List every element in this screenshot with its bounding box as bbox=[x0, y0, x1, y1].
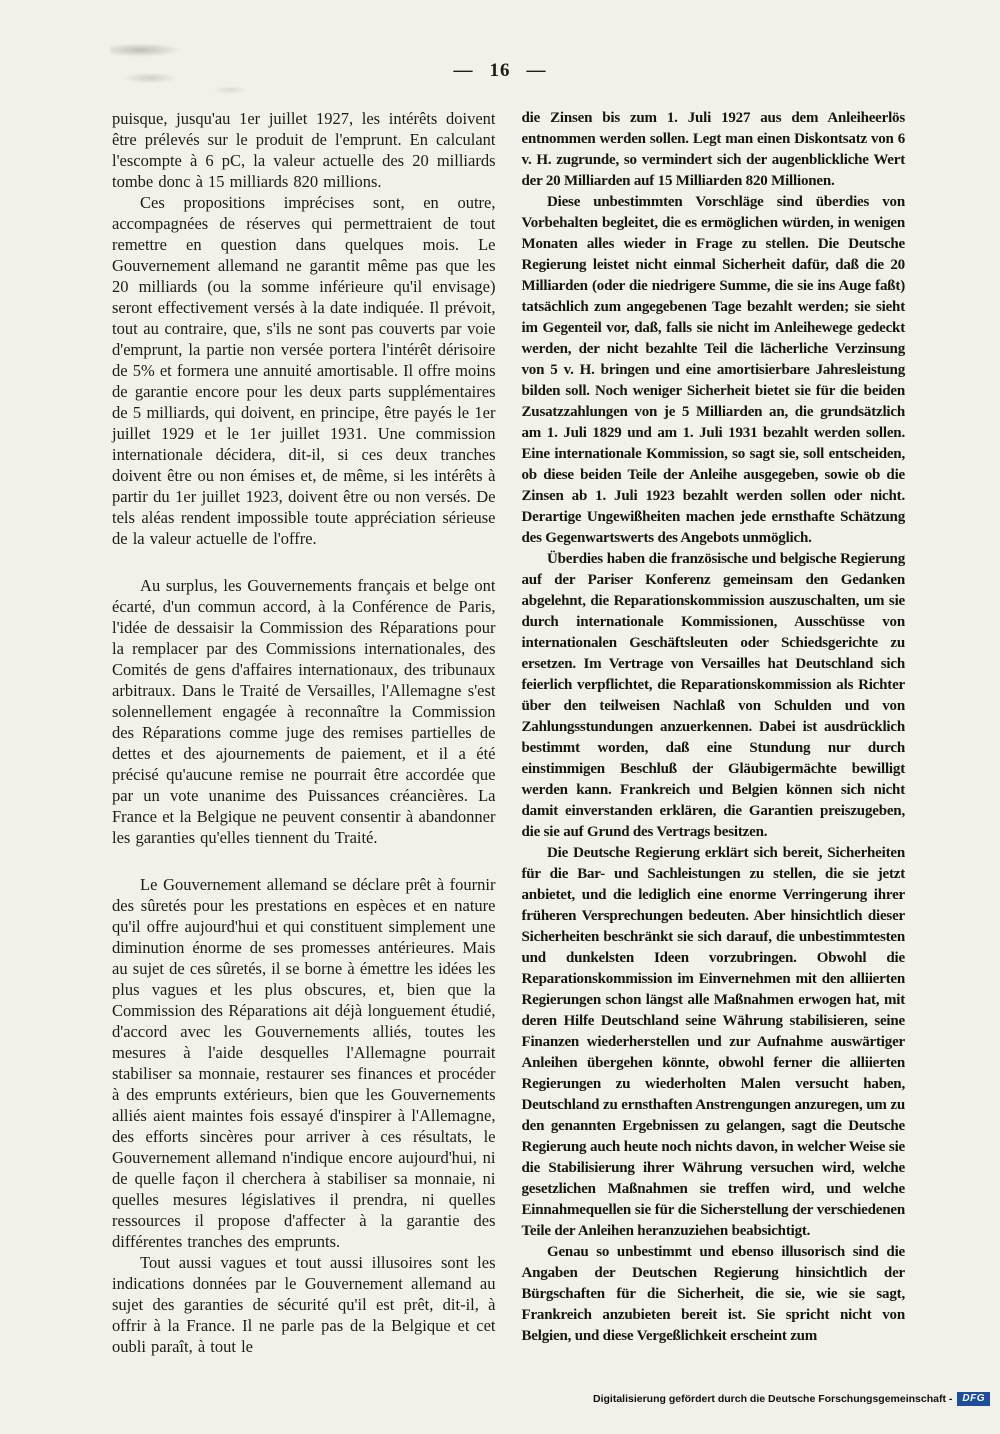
fr-paragraph-5: Tout aussi vagues et tout aussi illusoires sont les indications données par le Gouvernement allemand au sujet des garanties de sécurité qu'il est prêt, dit-il, à offrir à la France. Il ne parle pas de la Belgique et cet oubli paraît, à tout le bbox=[112, 1253, 496, 1356]
de-paragraph-3: Überdies haben die französische und belgische Regierung auf der Pariser Konferenz gemeinsam den Gedanken abgelehnt, die Reparationskommission auszuschalten, um sie durch internationale Kommissionen, Ausschüsse von internationalen Geschäftsleuten oder Schiedsgerichte zu ersetzen. Im Vertrage von Versailles hat Deutschland sich feierlich verpflichtet, die Reparationskommission als Richter über den teilweisen Nachlaß von Schulden und von Zahlungsstundungen anzuerkennen. Dabei ist ausdrücklich bestimmt worden, daß eine Stundung nur durch einstimmigen Beschluß der Gläubigermächte bewilligt werden kann. Frankreich und Belgien können sich nicht damit einverstanden erklären, die Garantien preiszugeben, die sie auf Grund des Vertrags besitzen. bbox=[521, 551, 905, 840]
de-paragraph-4: Die Deutsche Regierung erklärt sich bereit, Sicherheiten für die Bar- und Sachleistungen zu stellen, die sie jetzt anbietet, und die lediglich eine enorme Verringerung ihrer früheren Versprechungen bedeuten. Aber hinsichtlich dieser Sicherheiten beschränkt sie sich darauf, die unbestimmtesten und dunkelsten Ideen vorzubringen. Obwohl die Reparationskommission im Einvernehmen mit den alliierten Regierungen schon längst alle Maßnahmen erwogen hat, mit deren Hilfe Deutschland seine Währung stabilisieren, seine Finanzen wiederherstellen und zur Aufnahme auswärtiger Anleihen übergehen könnte, obwohl ferner die alliierten Regierungen zu wiederholten Malen versucht haben, Deutschland zu ernsthaften Anstrengungen anzuregen, um zu den genannten Ergebnissen zu gelangen, sagt die Deutsche Regierung auch heute noch nichts davon, in welcher Weise sie die Stabilisierung ihrer Währung versuchen wird, welche gesetzlichen Maßnahmen sie treffen wird, und welche Einnahmequellen sie für die Sicherstellung der verschiedenen Teile der Anleihen heranzuziehen beabsichtigt. bbox=[521, 845, 905, 1239]
fr-paragraph-1: puisque, jusqu'au 1er juillet 1927, les intérêts doivent être prélevés sur le produit de l'emprunt. En calculant l'escompte à 6 pC, la valeur actuelle des 20 milliards tombe donc à 15 milliards 820 millions. bbox=[112, 109, 496, 191]
dfg-logo: DFG bbox=[957, 1392, 990, 1406]
de-paragraph-5: Genau so unbestimmt und ebenso illusorisch sind die Angaben der Deutschen Regierung hinsichtlich der Bürgschaften für die Sicherheit, die sie, wie sie sagt, Frankreich anzubieten bereit ist. Sie spricht nicht von Belgien, und diese Vergeßlichkeit erscheint zum bbox=[521, 1244, 905, 1344]
page-number: 16 bbox=[489, 60, 511, 81]
two-column-text bbox=[0, 82, 1000, 1357]
french-column bbox=[112, 108, 496, 1357]
fr-paragraph-2: Ces propositions imprécises sont, en outre, accompagnées de réserves qui permettraient de tout remettre en question dans quelques mois. Le Gouvernement allemand ne garantit même pas que les 20 milliards (ou la somme inférieure qu'il envisage) seront effectivement versés à la date indiquée. Il prévoit, tout au contraire, que, s'ils ne sont pas couverts par voie d'emprunt, la partie non versée portera l'intérêt dérisoire de 5% et formera une annuité amortisable. Il offre moins de garantie encore pour les deux parts supplémentaires de 5 milliards, qui doivent, en principe, être payés le 1er juillet 1929 et le 1er juillet 1931. Une commission internationale décidera, dit-il, si ces deux tranches doivent être ou non émises et, de même, si les intérêts à partir du 1er juillet 1923, doivent être ou non versés. De tels aléas rendent impossible toute appréciation sérieuse de la valeur actuelle de l'offre. bbox=[112, 193, 496, 548]
de-paragraph-2: Diese unbestimmten Vorschläge sind überdies von Vorbehalten begleitet, die es ermöglichen würden, in wenigen Monaten alles wieder in Frage zu stellen. Die Deutsche Regierung leistet nicht einmal Sicherheit dafür, daß die 20 Milliarden (oder die niedrigere Summe, die sie ins Auge faßt) tatsächlich zum angegebenen Tage bezahlt werden; sie sieht im Gegenteil vor, daß, falls sie nicht im Anleihewege gedeckt werden, der nicht bezahlte Teil die lächerliche Verzinsung von 5 v. H. bringen und eine amortisierbare Jahresleistung bilden soll. Noch weniger Sicherheit bietet sie für die beiden Zusatzzahlungen von je 5 Milliarden an, die grundsätzlich am 1. Juli 1829 und am 1. Juli 1931 bezahlt werden sollen. Eine internationale Kommission, so sagt sie, soll entscheiden, ob diese beiden Teile der Anleihe ausgegeben, sowie ob die Zinsen ab 1. Juli 1923 bezahlt werden sollen oder nicht. Derartige Ungewißheiten machen jede ernsthafte Schätzung des Gegenwartswerts des Angebots unmöglich. bbox=[521, 194, 905, 546]
german-column bbox=[522, 108, 906, 1357]
fr-paragraph-4: Le Gouvernement allemand se déclare prêt à fournir des sûretés pour les prestations en espèces et en nature qu'il offre aujourd'hui et qui constituent simplement une diminution énorme de ses promesses antérieures. Mais au sujet de ces sûretés, il se borne à émettre les idées les plus vagues et les plus obscures, et, bien que la Commission des Réparations ait déjà longuement étudié, d'accord avec les Gouvernements alliés, toutes les mesures à l'aide desquelles l'Allemagne pourrait stabiliser sa monnaie, restaurer ses finances et procéder à des emprunts extérieurs, bien que les Gouvernements alliés aient maintes fois essayé d'inspirer à l'Allemagne, des efforts sincères pour arriver à ces résultats, le Gouvernement allemand n'indique encore aujourd'hui, ni de quelle façon il cherchera à stabiliser sa monnaie, ni quelles mesures législatives il prendra, ni quelles ressources il propose d'affecter à la garantie des différentes tranches des emprunts. bbox=[112, 875, 496, 1251]
digitization-credit bbox=[593, 1392, 990, 1406]
credit-text: Digitalisierung gefördert durch die Deutsche Forschungsgemeinschaft - bbox=[593, 1393, 953, 1405]
header-dash-right: — bbox=[526, 60, 547, 81]
page-header bbox=[0, 0, 1000, 82]
fr-paragraph-3: Au surplus, les Gouvernements français et belge ont écarté, d'un commun accord, à la Conférence de Paris, l'idée de dessaisir la Commission des Réparations pour la remplacer par des Commissions internationales, des Comités de gens d'affaires internationaux, des tribunaux arbitraux. Dans le Traité de Versailles, l'Allemagne s'est solennellement engagée à reconnaître la Commission des Réparations comme juge des remises partielles de dettes et des ajournements de paiement, et il a été précisé qu'aucune remise ne pourrait être accordée que par un vote unanime des Puissances créancières. La France et la Belgique ne peuvent consentir à abandonner les garanties qu'elles tiennent du Traité. bbox=[112, 576, 496, 847]
header-dash-left: — bbox=[453, 60, 474, 81]
de-paragraph-1: die Zinsen bis zum 1. Juli 1927 aus dem Anleiheerlös entnommen werden sollen. Legt man einen Diskontsatz von 6 v. H. zugrunde, so vermindert sich der augenblickliche Wert der 20 Milliarden auf 15 Milliarden 820 Millionen. bbox=[521, 110, 905, 189]
